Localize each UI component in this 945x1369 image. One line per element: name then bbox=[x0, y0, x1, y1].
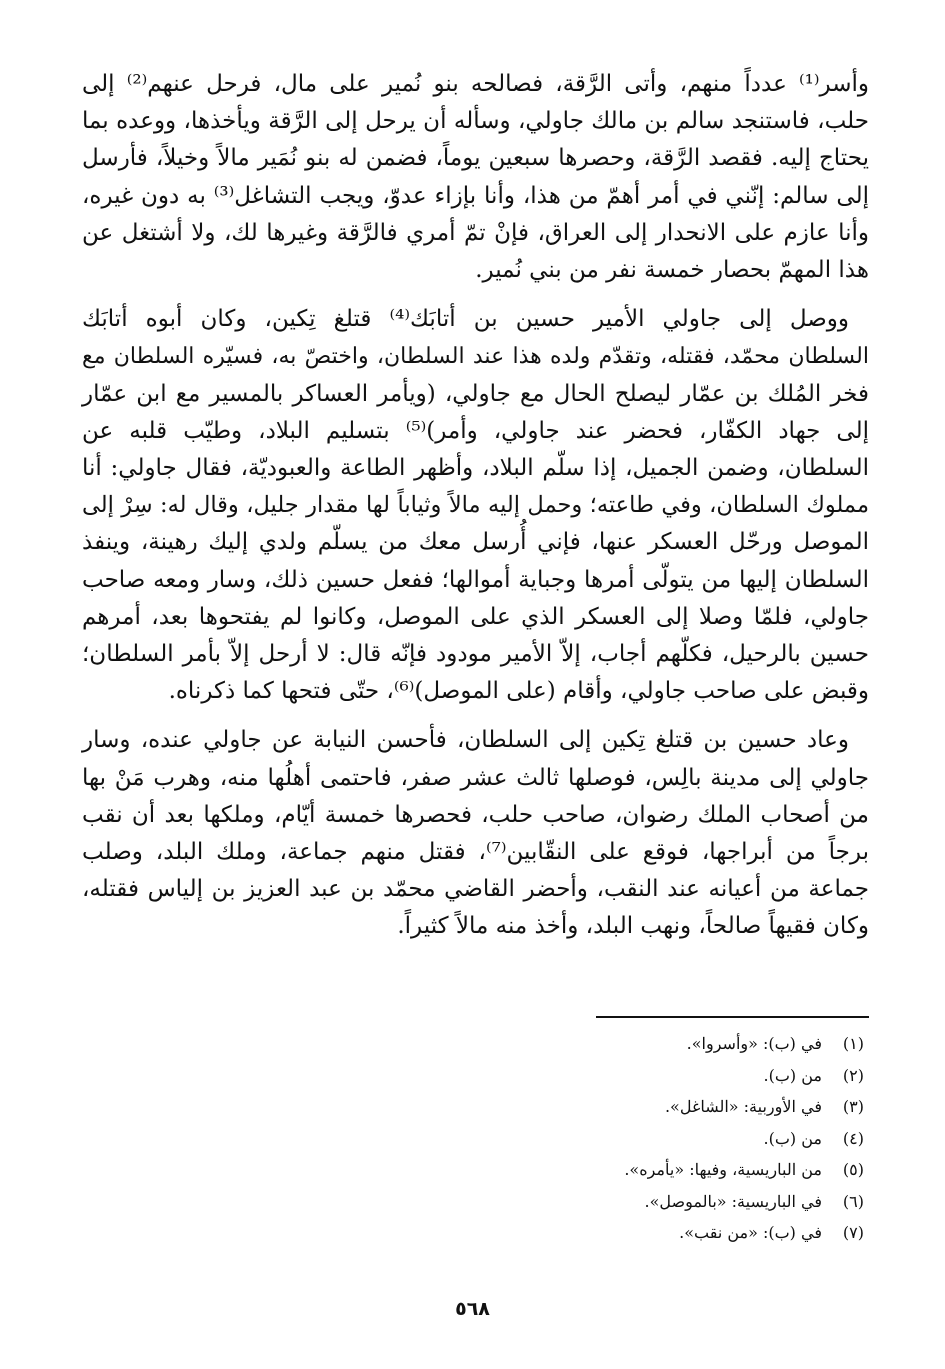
main-text bbox=[82, 66, 869, 958]
text-line: وقبض على صاحب جاولي، وأقام (على الموصل)⁽⁶⁾، حتّى فتحها كما ذكرناه. bbox=[168, 678, 869, 705]
text-line: الموصل ورحّل العسكر عنها، فإني أُرسل معك من يسلّم ولدي إليك رهينة، وينفذ bbox=[82, 529, 869, 556]
text-line: فخر المُلك بن عمّار ليصلح الحال مع جاولي، (ويأمر العساكر بالمسير مع ابن عمّار bbox=[82, 380, 869, 407]
text-line: جاولي، فلمّا وصلا إلى العسكر الذي على الموصل، وكانوا لم يفتحوها بعد، أمرهم bbox=[82, 603, 869, 630]
paragraph-3 bbox=[82, 722, 869, 945]
text-line: مملوك السلطان، وفي طاعته؛ وحمل إليه مالاً وثياباً لها مقدار جليل، وقال له: سِرْ إلى bbox=[82, 492, 869, 519]
footnote-number: (٧) bbox=[842, 1223, 864, 1242]
footnote-text: من (ب). bbox=[763, 1065, 822, 1085]
footnote-number: (٢) bbox=[842, 1065, 864, 1085]
footnote bbox=[450, 1186, 864, 1218]
footnote-text: من (ب). bbox=[763, 1128, 822, 1148]
footnote-text: في الباريسية: «بالموصل». bbox=[644, 1191, 822, 1211]
footnotes bbox=[450, 1028, 864, 1249]
footnote-text: في (ب): «وأسروا». bbox=[686, 1034, 822, 1053]
text-line: إلى جهاد الكفّار، فحضر عند جاولي، وأمر)⁽⁵⁾ بتسليم البلاد، وطيّب قلبه عن bbox=[82, 417, 869, 444]
footnote-number: (٦) bbox=[842, 1191, 864, 1211]
footnote bbox=[450, 1028, 864, 1060]
footnote bbox=[450, 1217, 864, 1249]
text-line: حلب، فاستنجد سالم بن مالك جاولي، وسأله أن يرحل إلى الرَّقة ويأخذها، ووعده بما bbox=[82, 108, 869, 135]
text-line: برجاً من أبراجها، فوقع على النقّابين⁽⁷⁾، فقتل منهم جماعة، وملك البلد، وصلب bbox=[82, 839, 869, 866]
paragraph-1 bbox=[82, 66, 869, 289]
footnote bbox=[450, 1154, 864, 1186]
paragraph-2 bbox=[82, 301, 869, 710]
text-line: هذا المهمّ بحصار خمسة نفر من بني نُمير. bbox=[475, 257, 869, 284]
footnote-number: (٣) bbox=[842, 1097, 864, 1116]
footnote-number: (١) bbox=[842, 1034, 864, 1053]
text-line: السلطان، وضمن الجميل، إذا سلّم البلاد، وأظهر الطاعة والعبوديّة، فقال جاولي: أنا bbox=[82, 455, 869, 482]
text-line: وكان فقيهاً صالحاً، ونهب البلد، وأخذ منه مالاً كثيراً. bbox=[397, 913, 869, 940]
text-line: إلى سالم: إنّني في أمر أهمّ من هذا، وأنا بإزاء عدوّ، ويجب التشاغل⁽³⁾ به دون غيره، bbox=[82, 182, 869, 209]
footnote-text: في الأوربية: «الشاغل». bbox=[664, 1097, 822, 1116]
text-line: يحتاج إليه. فقصد الرَّقة، وحصرها سبعين يوماً، فضمن له بنو نُمَير مالاً وخيلاً، فأرسل bbox=[82, 145, 869, 172]
footnote-number: (٤) bbox=[842, 1128, 864, 1148]
text-line: وأسر⁽¹⁾ عدداً منهم، وأتى الرَّقة، فصالحه بنو نُمير على مال، فرحل عنهم⁽²⁾ إلى bbox=[82, 71, 869, 97]
text-line: جماعة من أعيانه عند النقب، وأحضر القاضي محمّد بن عبد العزيز بن إلياس فقتله، bbox=[82, 876, 870, 903]
footnote-text: من الباريسية، وفيها: «يأمره». bbox=[624, 1160, 822, 1179]
text-line: السلطان إليها من يتولّى أمرها وجباية أموالها؛ ففعل حسين ذلك، وسار ومعه صاحب bbox=[82, 566, 869, 593]
text-line: من أصحاب الملك رضوان، صاحب حلب، فحصرها خمسة أيّام، وملكها بعد أن نقب bbox=[82, 801, 869, 828]
footnote bbox=[450, 1123, 864, 1155]
text-line: جاولي إلى مدينة بالِس، فوصلها ثالث عشر صفر، فاحتمى أهلُها منه، وهرب مَنْ بها bbox=[82, 764, 869, 791]
page-number: ٥٦٨ bbox=[455, 1298, 490, 1320]
footnote bbox=[450, 1060, 864, 1092]
footnote-number: (٥) bbox=[842, 1160, 864, 1179]
footnote-text: في (ب): «من نقب». bbox=[679, 1223, 822, 1242]
text-line: وعاد حسين بن قتلغ تِكين إلى السلطان، فأحسن النيابة عن جاولي عنده، وسار bbox=[82, 727, 849, 754]
footnote-divider bbox=[596, 1016, 869, 1018]
text-line: السلطان محمّد، فقتله، وتقدّم ولده هذا عند السلطان، واختصّ به، فسيّره السلطان مع bbox=[82, 344, 869, 370]
footnote bbox=[450, 1091, 864, 1123]
text-line: ووصل إلى جاولي الأمير حسين بن أتابَك⁽⁴⁾ قتلغ تِكين، وكان أبوه أتابَك bbox=[82, 306, 849, 333]
text-line: حسين بالرحيل، فكلّهم أجاب، إلاّ الأمير مودود فإنّه قال: لا أرحل إلاّ بأمر السلطان؛ bbox=[82, 641, 869, 668]
text-line: وأنا عازم على الانحدار إلى العراق، فإنْ تمّ أمري فالرَّقة وغيرها لك، ولا أشتغل عن bbox=[82, 219, 869, 246]
